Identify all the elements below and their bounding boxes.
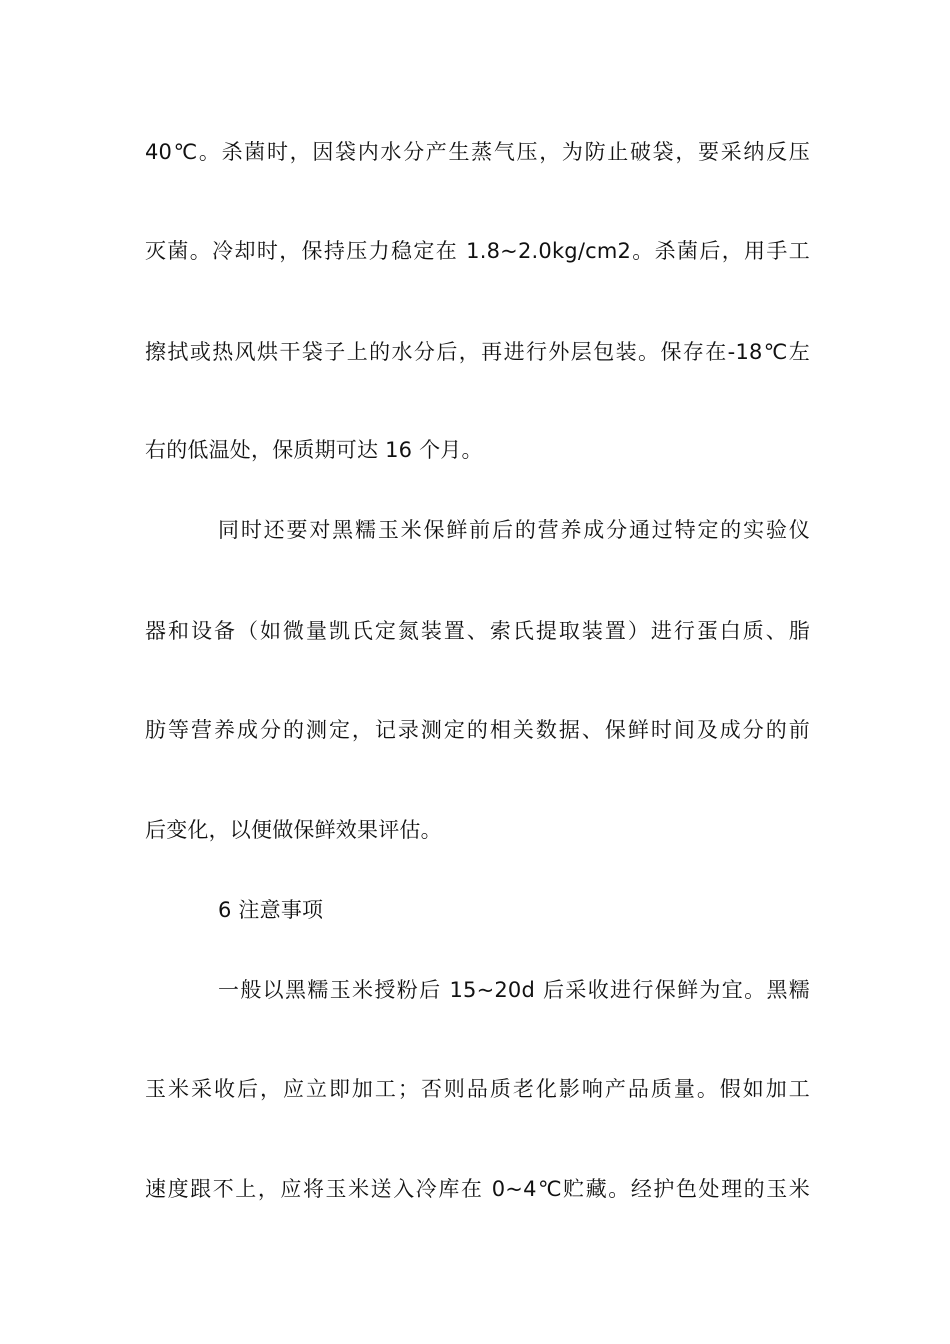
section-heading: 6 注意事项 — [218, 898, 324, 922]
paragraph-line: 擦拭或热风烘干袋子上的水分后，再进行外层包装。保存在-18℃左 — [145, 340, 810, 364]
paragraph-line: 器和设备（如微量凯氏定氮装置、索氏提取装置）进行蛋白质、脂 — [145, 619, 810, 643]
paragraph-line: 一般以黑糯玉米授粉后 15~20d 后采收进行保鲜为宜。黑糯 — [218, 978, 810, 1002]
paragraph-line: 肪等营养成分的测定，记录测定的相关数据、保鲜时间及成分的前 — [145, 718, 810, 742]
paragraph-line: 后变化，以便做保鲜效果评估。 — [145, 818, 442, 842]
paragraph-line: 玉米采收后，应立即加工；否则品质老化影响产品质量。假如加工 — [145, 1077, 810, 1101]
paragraph-line: 40℃。杀菌时，因袋内水分产生蒸气压，为防止破袋，要采纳反压 — [145, 140, 810, 164]
paragraph-line: 同时还要对黑糯玉米保鲜前后的营养成分通过特定的实验仪 — [218, 518, 810, 542]
paragraph-line: 右的低温处，保质期可达 16 个月。 — [145, 438, 483, 462]
paragraph-line: 灭菌。冷却时，保持压力稳定在 1.8~2.0kg/cm2。杀菌后，用手工 — [145, 239, 810, 263]
paragraph-line: 速度跟不上，应将玉米送入冷库在 0~4℃贮藏。经护色处理的玉米 — [145, 1177, 810, 1201]
